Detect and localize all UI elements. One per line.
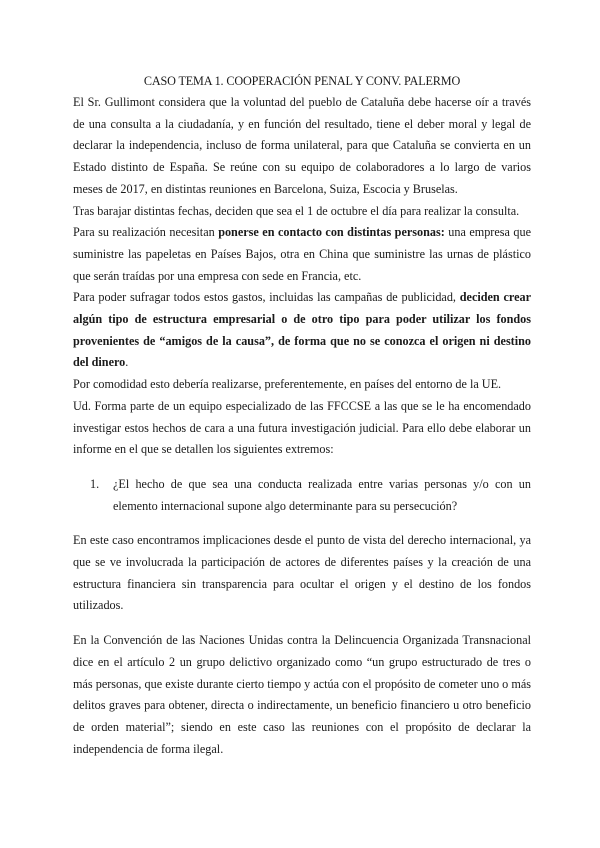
question-list: [73, 474, 531, 517]
document-body: [73, 70, 531, 760]
paragraph-convenience: Por comodidad esto debería realizarse, preferentemente, en países del entorno de la UE.: [73, 377, 502, 392]
paragraph-contacts: [73, 222, 531, 287]
document-title: CASO TEMA 1. COOPERACIÓN PENAL Y CONV. PALERMO: [143, 74, 461, 88]
paragraph-date: Tras barajar distintas fechas, deciden que sea el 1 de octubre el día para realizar la consulta.: [73, 203, 520, 218]
answer-paragraph-2: En la Convención de las Naciones Unidas contra la Delincuencia Organizada Transnacional dice en el artículo 2 un grupo delictivo organizado como “un grupo estructurado de tres o más personas, que existe durante cierto tiempo y actúa con el propósito de cometer uno o más delitos graves para obtener, directa o indirectamente, un beneficio financiero u otro beneficio de orden material”; siendo en este caso las reuniones con el propósito de declarar la independencia de forma ilegal.: [73, 633, 531, 756]
paragraph-funding-lead: Para poder sufragar todos estos gastos, incluidas las campañas de publicidad,: [73, 290, 460, 305]
paragraph-contacts-emphasis: ponerse en contacto con distintas personas:: [218, 225, 445, 240]
paragraph-intro: El Sr. Gullimont considera que la voluntad del pueblo de Cataluña debe hacerse oír a través de una consulta a la ciudadanía, y en función del resultado, tiene el deber moral y legal de declarar la independencia, incluso de forma unilateral, para que Cataluña se convierta en un Estado distinto de España. Se reúne con su equipo de colaboradores a lo largo de varios meses de 2017, en distintas reuniones en Barcelona, Suiza, Escocia y Bruselas.: [73, 95, 531, 196]
question-item-1: [73, 474, 531, 517]
spacer: [73, 517, 531, 530]
answer-paragraph-1: En este caso encontramos implicaciones desde el punto de vista del derecho internacional, ya que se ve involucrada la participación de actores de diferentes países y la creación de una estructura financiera sin transparencia para ocultar el origen y el destino de los fondos utilizados.: [73, 533, 531, 613]
spacer: [73, 461, 531, 474]
question-text: ¿El hecho de que sea una conducta realizada entre varias personas y/o con un elemento internacional supone algo determinante para su persecución?: [113, 476, 531, 513]
paragraph-contacts-tail: una empresa que suministre las papeletas en Países Bajos, otra en China que suministre las urnas de plástico que serán traídas por una empresa con sede en Francia, etc.: [73, 225, 531, 283]
paragraph-team: Ud. Forma parte de un equipo especializado de las FFCCSE a las que se le ha encomendado investigar estos hechos de cara a una futura investigación judicial. Para ello debe elaborar un informe en el que se detallen los siguientes extremos:: [73, 398, 531, 457]
paragraph-funding-tail: .: [125, 355, 129, 370]
question-number: 1.: [90, 476, 100, 491]
paragraph-funding-emphasis: deciden crear algún tipo de estructura empresarial o de otro tipo para poder utilizar los fondos provenientes de “amigos de la causa”, de forma que no se conozca el origen ni destino del dinero: [73, 290, 531, 370]
paragraph-contacts-lead: Para su realización necesitan: [73, 225, 219, 240]
paragraph-funding: [73, 287, 531, 374]
spacer: [73, 617, 531, 630]
